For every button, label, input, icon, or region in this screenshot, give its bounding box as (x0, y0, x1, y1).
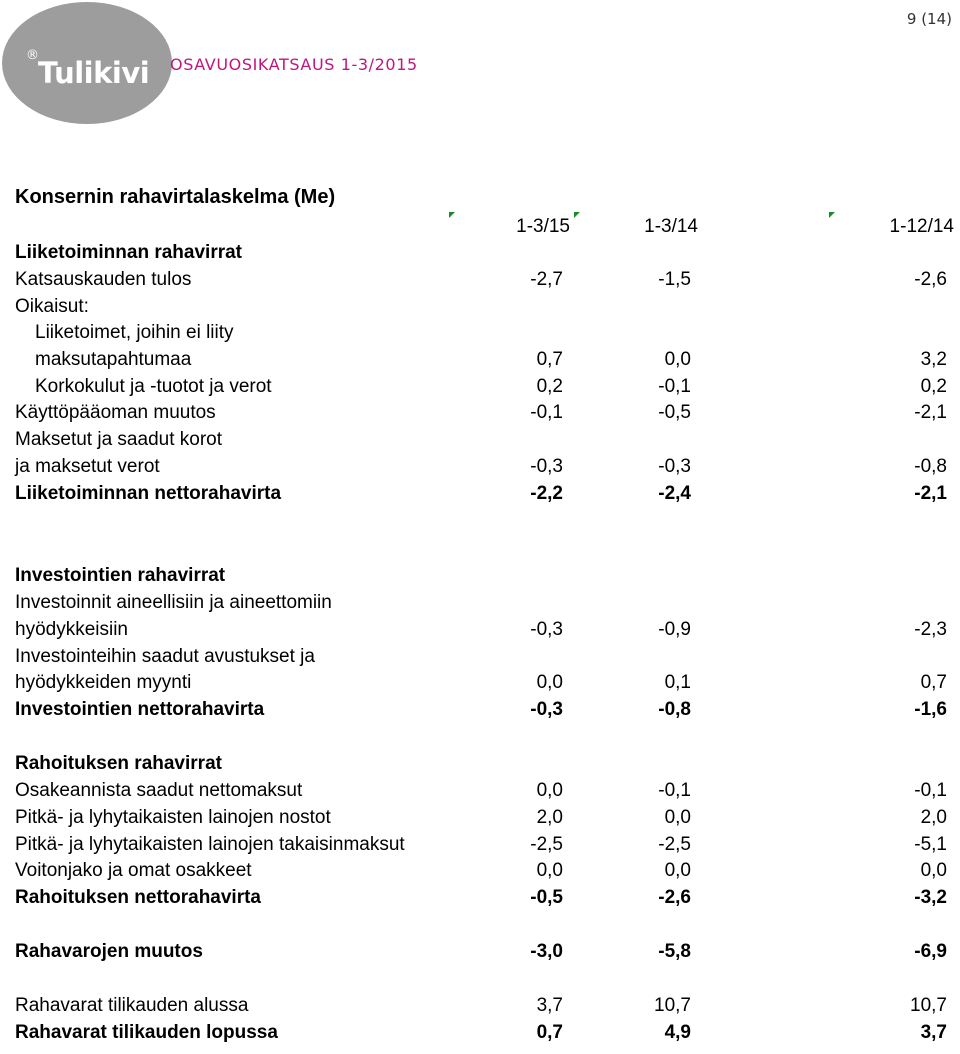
statement-title: Konsernin rahavirtalaskelma (Me) (15, 186, 336, 208)
row-label: Investointien nettorahavirta (15, 699, 265, 720)
row-value: -0,1 (914, 780, 947, 801)
row-value: -0,1 (530, 402, 563, 423)
row-label: hyödykkeiden myynti (15, 672, 192, 693)
row-label: ja maksetut verot (15, 456, 160, 477)
table-row (0, 995, 960, 1021)
row-value: 0,0 (920, 860, 947, 881)
table-row (0, 699, 960, 725)
table-row (0, 402, 960, 428)
row-label: Oikaisut: (15, 296, 89, 317)
row-label: Rahavarat tilikauden lopussa (15, 1022, 278, 1043)
row-value: -0,3 (658, 456, 691, 477)
row-label: Liiketoiminnan nettorahavirta (15, 483, 282, 504)
table-row (0, 483, 960, 509)
row-label: Pitkä- ja lyhytaikaisten lainojen nostot (15, 807, 331, 828)
column-header-q1-2014: 1-3/14 (644, 216, 698, 237)
table-row (0, 1022, 960, 1048)
row-value: -0,3 (530, 619, 563, 640)
row-value: 0,0 (664, 349, 691, 370)
table-row (0, 941, 960, 967)
tulikivi-logo (2, 2, 172, 124)
comment-marker-icon (829, 212, 835, 218)
row-label: Osakeannista saadut nettomaksut (15, 780, 303, 801)
row-value: 0,2 (536, 376, 563, 397)
table-row (0, 322, 960, 348)
section-heading (0, 565, 960, 591)
row-label: Investointien rahavirrat (15, 565, 226, 586)
row-value: 4,9 (664, 1022, 691, 1043)
row-value: 3,2 (920, 349, 947, 370)
row-label: Maksetut ja saadut korot (15, 429, 222, 450)
row-value: -3,0 (530, 941, 563, 962)
registered-mark: ® (26, 48, 39, 63)
row-value: -2,2 (530, 483, 563, 504)
table-row (0, 646, 960, 672)
table-row (0, 619, 960, 645)
row-value: 3,7 (920, 1022, 947, 1043)
row-value: -1,5 (658, 269, 691, 290)
row-value: 3,7 (536, 995, 563, 1016)
section-heading (0, 242, 960, 268)
row-value: -0,8 (914, 456, 947, 477)
row-value: 2,0 (536, 807, 563, 828)
report-title: OSAVUOSIKATSAUS 1-3/2015 (170, 55, 418, 74)
row-label: Pitkä- ja lyhytaikaisten lainojen takaisinmaksut (15, 834, 405, 855)
table-row (0, 834, 960, 860)
comment-marker-icon (574, 212, 580, 218)
row-label: Katsauskauden tulos (15, 269, 192, 290)
row-value: -2,5 (658, 834, 691, 855)
row-value: 0,7 (536, 1022, 563, 1043)
row-label: Liiketoimet, joihin ei liity (35, 322, 234, 343)
row-value: 2,0 (920, 807, 947, 828)
row-label: maksutapahtumaa (35, 349, 192, 370)
row-value: -1,6 (914, 699, 947, 720)
row-value: -2,7 (530, 269, 563, 290)
row-label: Rahoituksen nettorahavirta (15, 887, 261, 908)
comment-marker-icon (449, 212, 455, 218)
table-row (0, 376, 960, 402)
row-value: -0,5 (658, 402, 691, 423)
row-value: 0,0 (664, 860, 691, 881)
row-value: -2,3 (914, 619, 947, 640)
row-value: 0,0 (536, 672, 563, 693)
logo-text: Tulikivi (38, 56, 150, 90)
column-header-q1-2015: 1-3/15 (516, 216, 570, 237)
row-value: 0,7 (920, 672, 947, 693)
row-label: Investointeihin saadut avustukset ja (15, 646, 315, 667)
row-value: 0,7 (536, 349, 563, 370)
row-value: -0,1 (658, 376, 691, 397)
column-header-fy-2014: 1-12/14 (889, 216, 954, 237)
row-value: -0,3 (530, 456, 563, 477)
row-value: -3,2 (914, 887, 947, 908)
row-value: -2,5 (530, 834, 563, 855)
row-value: -5,8 (658, 941, 691, 962)
row-value: -2,6 (658, 887, 691, 908)
table-row (0, 860, 960, 886)
row-value: -0,1 (658, 780, 691, 801)
row-label: Rahavarat tilikauden alussa (15, 995, 249, 1016)
table-row (0, 807, 960, 833)
row-value: -0,8 (658, 699, 691, 720)
row-label: Voitonjako ja omat osakkeet (15, 860, 252, 881)
row-value: 0,1 (664, 672, 691, 693)
section-heading (0, 753, 960, 779)
row-label: Käyttöpääoman muutos (15, 402, 216, 423)
table-row (0, 269, 960, 295)
row-label: Liiketoiminnan rahavirrat (15, 242, 243, 263)
table-row (0, 349, 960, 375)
table-row (0, 296, 960, 322)
row-value: -2,6 (914, 269, 947, 290)
table-row (0, 456, 960, 482)
row-value: 0,0 (664, 807, 691, 828)
table-row (0, 887, 960, 913)
row-value: 0,2 (920, 376, 947, 397)
row-value: 0,0 (536, 780, 563, 801)
table-row (0, 429, 960, 455)
row-value: -2,1 (914, 483, 947, 504)
row-value: -6,9 (914, 941, 947, 962)
row-label: Rahavarojen muutos (15, 941, 203, 962)
row-value: 10,7 (910, 995, 947, 1016)
page-number: 9 (14) (906, 10, 952, 28)
table-row (0, 592, 960, 618)
table-row (0, 780, 960, 806)
row-value: -0,3 (530, 699, 563, 720)
row-label: Investoinnit aineellisiin ja aineettomiin (15, 592, 332, 613)
row-value: -0,5 (530, 887, 563, 908)
row-label: Rahoituksen rahavirrat (15, 753, 222, 774)
row-label: hyödykkeisiin (15, 619, 128, 640)
row-value: 10,7 (654, 995, 691, 1016)
row-value: -0,9 (658, 619, 691, 640)
row-value: -2,1 (914, 402, 947, 423)
row-value: 0,0 (536, 860, 563, 881)
row-value: -2,4 (658, 483, 691, 504)
row-label: Korkokulut ja -tuotot ja verot (35, 376, 272, 397)
row-value: -5,1 (914, 834, 947, 855)
table-row (0, 672, 960, 698)
